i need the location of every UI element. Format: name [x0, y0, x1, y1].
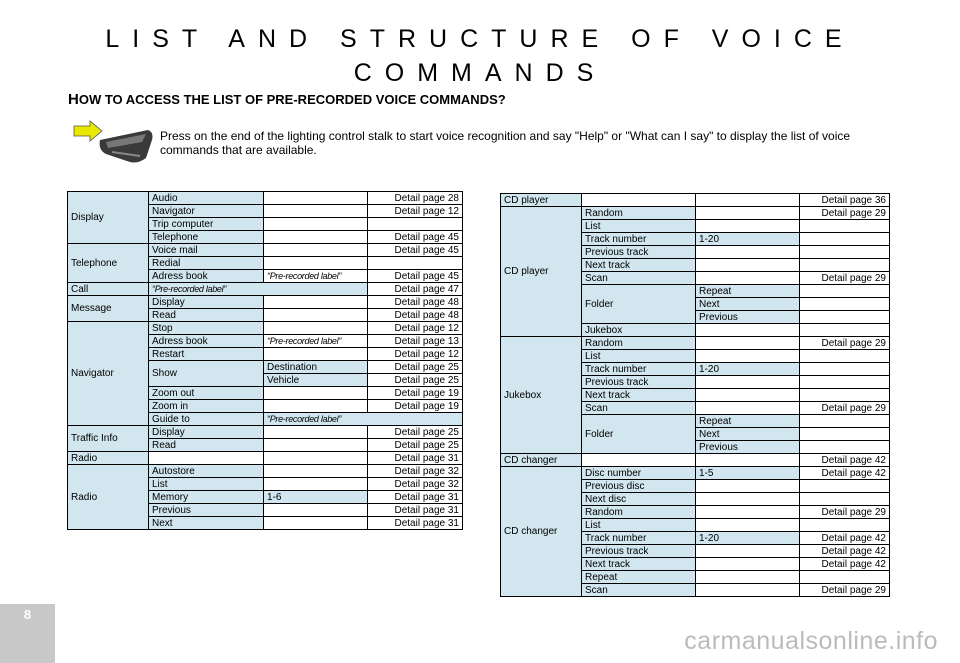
table-cell: Jukebox	[501, 337, 582, 454]
table-cell: Previous track	[582, 376, 696, 389]
table-row	[501, 454, 890, 467]
table-cell: “Pre-recorded label”	[264, 335, 368, 348]
table-cell	[800, 493, 890, 506]
table-cell: Previous track	[582, 545, 696, 558]
table-cell: Next track	[582, 389, 696, 402]
table-cell: Detail page 48	[368, 309, 463, 322]
table-row	[68, 244, 463, 257]
table-cell	[800, 376, 890, 389]
table-cell	[696, 402, 800, 415]
table-cell: Memory	[149, 491, 264, 504]
table-cell: Detail page 45	[368, 244, 463, 257]
table-cell	[264, 218, 368, 231]
table-cell: Zoom out	[149, 387, 264, 400]
table-cell: Detail page 31	[368, 452, 463, 465]
table-cell: Next track	[582, 558, 696, 571]
table-cell	[800, 363, 890, 376]
table-cell: Voice mail	[149, 244, 264, 257]
table-cell: Detail page 12	[368, 205, 463, 218]
table-cell	[800, 519, 890, 532]
table-cell	[800, 220, 890, 233]
table-cell: Next disc	[582, 493, 696, 506]
table-cell: Detail page 31	[368, 491, 463, 504]
voice-commands-table-left	[67, 191, 463, 530]
table-cell	[264, 257, 368, 270]
table-cell: Detail page 42	[800, 454, 890, 467]
table-cell: CD player	[501, 194, 582, 207]
table-cell	[696, 493, 800, 506]
table-cell	[696, 272, 800, 285]
table-cell: Detail page 29	[800, 506, 890, 519]
table-row	[501, 337, 890, 350]
table-cell: Detail page 13	[368, 335, 463, 348]
table-cell	[696, 324, 800, 337]
table-cell: Next track	[582, 259, 696, 272]
table-cell	[368, 257, 463, 270]
table-cell	[264, 348, 368, 361]
table-cell: Detail page 42	[800, 532, 890, 545]
table-cell	[696, 584, 800, 597]
table-cell	[264, 322, 368, 335]
table-cell	[264, 517, 368, 530]
table-cell	[696, 376, 800, 389]
table-cell	[264, 452, 368, 465]
table-cell	[696, 259, 800, 272]
table-cell: Detail page 45	[368, 270, 463, 283]
table-cell	[696, 220, 800, 233]
table-cell: Traffic Info	[68, 426, 149, 452]
table-cell: 1-6	[264, 491, 368, 504]
table-cell: Telephone	[68, 244, 149, 283]
table-cell: Previous	[696, 441, 800, 454]
table-cell: Adress book	[149, 270, 264, 283]
table-cell: Detail page 32	[368, 465, 463, 478]
table-cell: Detail page 32	[368, 478, 463, 491]
table-cell: Restart	[149, 348, 264, 361]
table-cell	[264, 309, 368, 322]
table-cell	[264, 478, 368, 491]
table-cell	[696, 545, 800, 558]
table-row	[501, 207, 890, 220]
table-cell: Destination	[264, 361, 368, 374]
table-cell: Detail page 45	[368, 231, 463, 244]
table-cell: Detail page 12	[368, 348, 463, 361]
table-cell	[696, 337, 800, 350]
table-cell: List	[582, 519, 696, 532]
table-cell: Detail page 48	[368, 296, 463, 309]
table-row	[68, 283, 463, 296]
table-cell: 1-20	[696, 532, 800, 545]
table-cell: Detail page 25	[368, 426, 463, 439]
table-cell: Guide to	[149, 413, 264, 426]
table-cell	[800, 259, 890, 272]
table-cell	[264, 296, 368, 309]
table-cell	[264, 192, 368, 205]
table-cell: CD player	[501, 207, 582, 337]
table-cell: 1-5	[696, 467, 800, 480]
table-cell: Detail page 29	[800, 584, 890, 597]
table-cell: Detail page 42	[800, 558, 890, 571]
table-cell	[696, 558, 800, 571]
table-cell: “Pre-recorded label”	[149, 283, 368, 296]
table-cell	[696, 350, 800, 363]
table-cell: Previous	[696, 311, 800, 324]
table-cell: Scan	[582, 402, 696, 415]
section-heading: HOW TO ACCESS THE LIST OF PRE-RECORDED VOICE COMMANDS?	[68, 91, 506, 108]
table-cell	[696, 519, 800, 532]
table-cell: Detail page 25	[368, 374, 463, 387]
yellow-arrow-icon	[74, 121, 102, 141]
table-cell	[800, 311, 890, 324]
table-cell: Next	[149, 517, 264, 530]
table-cell	[582, 454, 696, 467]
table-cell	[800, 441, 890, 454]
table-cell: Show	[149, 361, 264, 387]
lighting-control-stalk-icon	[72, 118, 154, 166]
intro-text: Press on the end of the lighting control stalk to start voice recognition and say "Help" or "What can I say" to display the list of voice commands that are available.	[160, 129, 851, 157]
table-cell: Detail page 25	[368, 361, 463, 374]
table-cell: Read	[149, 309, 264, 322]
table-cell: CD changer	[501, 454, 582, 467]
table-cell: Random	[582, 337, 696, 350]
table-cell: Track number	[582, 363, 696, 376]
table-cell: Track number	[582, 532, 696, 545]
table-cell: Random	[582, 207, 696, 220]
table-cell: Display	[149, 296, 264, 309]
table-cell: Previous track	[582, 246, 696, 259]
table-cell: Folder	[582, 285, 696, 324]
voice-commands-table-right	[500, 193, 890, 597]
table-cell: Detail page 42	[800, 467, 890, 480]
table-cell: Autostore	[149, 465, 264, 478]
table-cell: Display	[149, 426, 264, 439]
table-cell	[800, 571, 890, 584]
table-cell: Audio	[149, 192, 264, 205]
table-cell: Stop	[149, 322, 264, 335]
table-cell: Detail page 19	[368, 387, 463, 400]
table-cell: Detail page 28	[368, 192, 463, 205]
table-cell: CD changer	[501, 467, 582, 597]
table-cell	[800, 285, 890, 298]
table-cell: Redial	[149, 257, 264, 270]
table-cell	[800, 480, 890, 493]
page-number: 8	[23, 607, 32, 622]
table-cell	[582, 194, 696, 207]
table-row	[68, 296, 463, 309]
table-cell: Repeat	[582, 571, 696, 584]
table-row	[501, 194, 890, 207]
table-cell: “Pre-recorded label”	[264, 270, 368, 283]
table-cell	[264, 504, 368, 517]
table-cell	[800, 389, 890, 402]
table-cell	[800, 350, 890, 363]
table-cell: Message	[68, 296, 149, 322]
table-cell: Detail page 47	[368, 283, 463, 296]
table-cell: Repeat	[696, 415, 800, 428]
table-cell: Previous disc	[582, 480, 696, 493]
table-cell	[800, 233, 890, 246]
table-cell: Disc number	[582, 467, 696, 480]
table-cell: Call	[68, 283, 149, 296]
table-cell	[696, 571, 800, 584]
table-cell: List	[149, 478, 264, 491]
table-cell	[696, 480, 800, 493]
table-cell	[264, 231, 368, 244]
watermark: carmanualsonline.info	[684, 627, 938, 655]
table-row	[501, 467, 890, 480]
table-cell	[696, 246, 800, 259]
table-cell: Folder	[582, 415, 696, 454]
table-row	[68, 322, 463, 335]
table-cell	[800, 246, 890, 259]
table-cell: Detail page 36	[800, 194, 890, 207]
table-cell	[800, 428, 890, 441]
table-cell: Detail page 12	[368, 322, 463, 335]
table-row	[68, 465, 463, 478]
table-cell	[696, 207, 800, 220]
table-cell	[696, 506, 800, 519]
table-cell: Jukebox	[582, 324, 696, 337]
table-cell: 1-20	[696, 363, 800, 376]
table-cell	[264, 205, 368, 218]
table-row	[68, 452, 463, 465]
table-cell: Vehicle	[264, 374, 368, 387]
table-cell	[800, 415, 890, 428]
table-cell: Random	[582, 506, 696, 519]
table-cell: Detail page 31	[368, 517, 463, 530]
table-cell	[368, 218, 463, 231]
table-cell	[264, 400, 368, 413]
table-cell: Read	[149, 439, 264, 452]
table-cell: 1-20	[696, 233, 800, 246]
table-cell: Telephone	[149, 231, 264, 244]
table-cell: “Pre-recorded label”	[264, 413, 463, 426]
table-cell: Detail page 29	[800, 337, 890, 350]
table-cell: Detail page 29	[800, 402, 890, 415]
table-cell: Detail page 42	[800, 545, 890, 558]
table-cell: Zoom in	[149, 400, 264, 413]
table-cell	[696, 454, 800, 467]
table-cell: Scan	[582, 584, 696, 597]
table-cell	[264, 465, 368, 478]
table-cell: Track number	[582, 233, 696, 246]
table-cell: Detail page 31	[368, 504, 463, 517]
table-cell	[264, 244, 368, 257]
table-cell	[696, 389, 800, 402]
table-cell: List	[582, 350, 696, 363]
table-cell	[264, 426, 368, 439]
table-cell: Navigator	[149, 205, 264, 218]
page-title: LIST AND STRUCTURE OF VOICE COMMANDS	[105, 25, 855, 87]
table-cell: Repeat	[696, 285, 800, 298]
table-cell: Display	[68, 192, 149, 244]
table-cell: Detail page 19	[368, 400, 463, 413]
table-cell	[696, 194, 800, 207]
table-cell: Trip computer	[149, 218, 264, 231]
table-cell: Scan	[582, 272, 696, 285]
table-cell: Detail page 29	[800, 272, 890, 285]
table-cell: Next	[696, 428, 800, 441]
table-cell: Navigator	[68, 322, 149, 426]
table-row	[68, 192, 463, 205]
table-row	[68, 426, 463, 439]
table-cell: Radio	[68, 465, 149, 530]
table-cell: List	[582, 220, 696, 233]
table-cell: Detail page 29	[800, 207, 890, 220]
table-cell	[800, 324, 890, 337]
table-cell	[264, 439, 368, 452]
table-cell	[800, 298, 890, 311]
table-cell: Adress book	[149, 335, 264, 348]
table-cell	[149, 452, 264, 465]
table-cell: Next	[696, 298, 800, 311]
table-cell: Previous	[149, 504, 264, 517]
table-cell: Detail page 25	[368, 439, 463, 452]
table-cell	[264, 387, 368, 400]
table-cell: Radio	[68, 452, 149, 465]
